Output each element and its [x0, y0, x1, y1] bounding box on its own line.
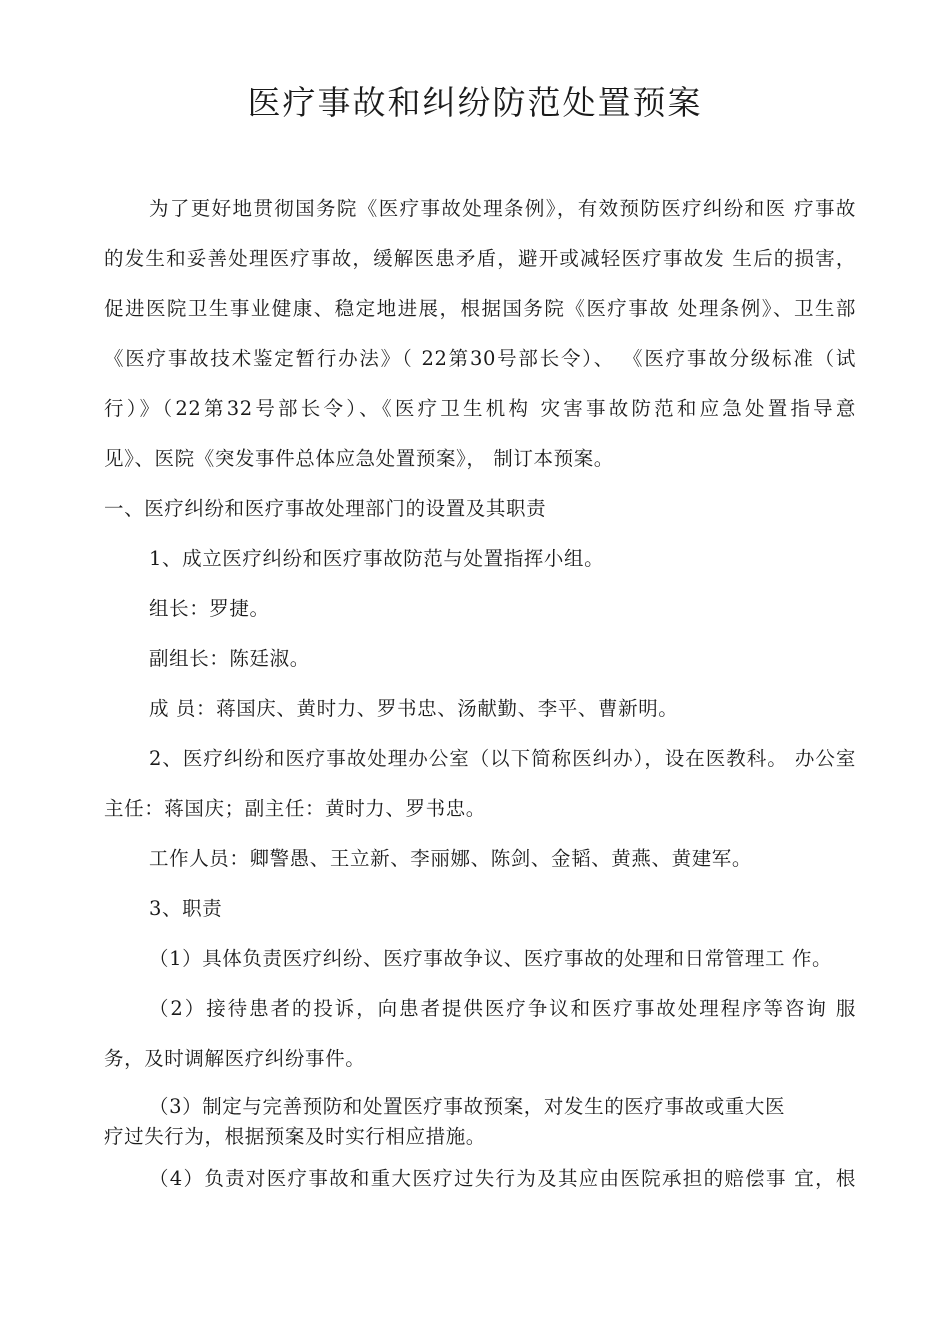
paragraph-line: 的发生和妥善处理医疗事故，缓解医患矛盾，避开或减轻医疗事故发 生后的损害， [104, 247, 856, 270]
paragraph-line: 工作人员：卿警愚、王立新、李丽娜、陈剑、金韬、黄燕、黄建军。 [149, 847, 753, 870]
paragraph-line: 《医疗事故技术鉴定暂行办法》（ 22第30号部长令）、 《医疗事故分级标准（试 [104, 347, 856, 370]
document-title: 医疗事故和纠纷防范处置预案 [247, 83, 703, 122]
subsection-heading: 3、职责 [149, 897, 223, 920]
section-heading: 一、医疗纠纷和医疗事故处理部门的设置及其职责 [104, 497, 547, 520]
paragraph-line: 成 员：蒋国庆、黄时力、罗书忠、汤献勤、李平、曹新明。 [149, 697, 679, 720]
paragraph-line: 主任：蒋国庆；副主任：黄时力、罗书忠。 [104, 797, 486, 820]
paragraph-line: 促进医院卫生事业健康、稳定地进展，根据国务院《医疗事故 处理条例》、卫生部 [104, 297, 856, 320]
paragraph-line: 见》、医院《突发事件总体应急处置预案》， 制订本预案。 [104, 447, 614, 470]
paragraph-line: （3）制定与完善预防和处置医疗事故预案，对发生的医疗事故或重大医 [149, 1095, 786, 1118]
paragraph-line: （4）负责对医疗事故和重大医疗过失行为及其应由医院承担的赔偿事 宜，根 [149, 1167, 856, 1190]
paragraph-line: 组长：罗捷。 [149, 597, 270, 620]
paragraph-line: 疗过失行为，根据预案及时实行相应措施。 [104, 1125, 486, 1148]
paragraph-line: 副组长：陈廷淑。 [149, 647, 310, 670]
paragraph-line: 务，及时调解医疗纠纷事件。 [104, 1047, 366, 1070]
paragraph-line: （2）接待患者的投诉，向患者提供医疗争议和医疗事故处理程序等咨询 服 [149, 997, 856, 1020]
paragraph-line: 2、医疗纠纷和医疗事故处理办公室（以下简称医纠办），设在医教科。 办公室 [149, 747, 856, 770]
subsection-heading: 1、成立医疗纠纷和医疗事故防范与处置指挥小组。 [149, 547, 605, 570]
paragraph-line: 为了更好地贯彻国务院《医疗事故处理条例》，有效预防医疗纠纷和医 疗事故 [149, 197, 856, 220]
paragraph-line: 行）》（22第32号部长令）、《医疗卫生机构 灾害事故防范和应急处置指导意 [104, 397, 856, 420]
paragraph-line: （1）具体负责医疗纠纷、医疗事故争议、医疗事故的处理和日常管理工 作。 [149, 947, 833, 970]
